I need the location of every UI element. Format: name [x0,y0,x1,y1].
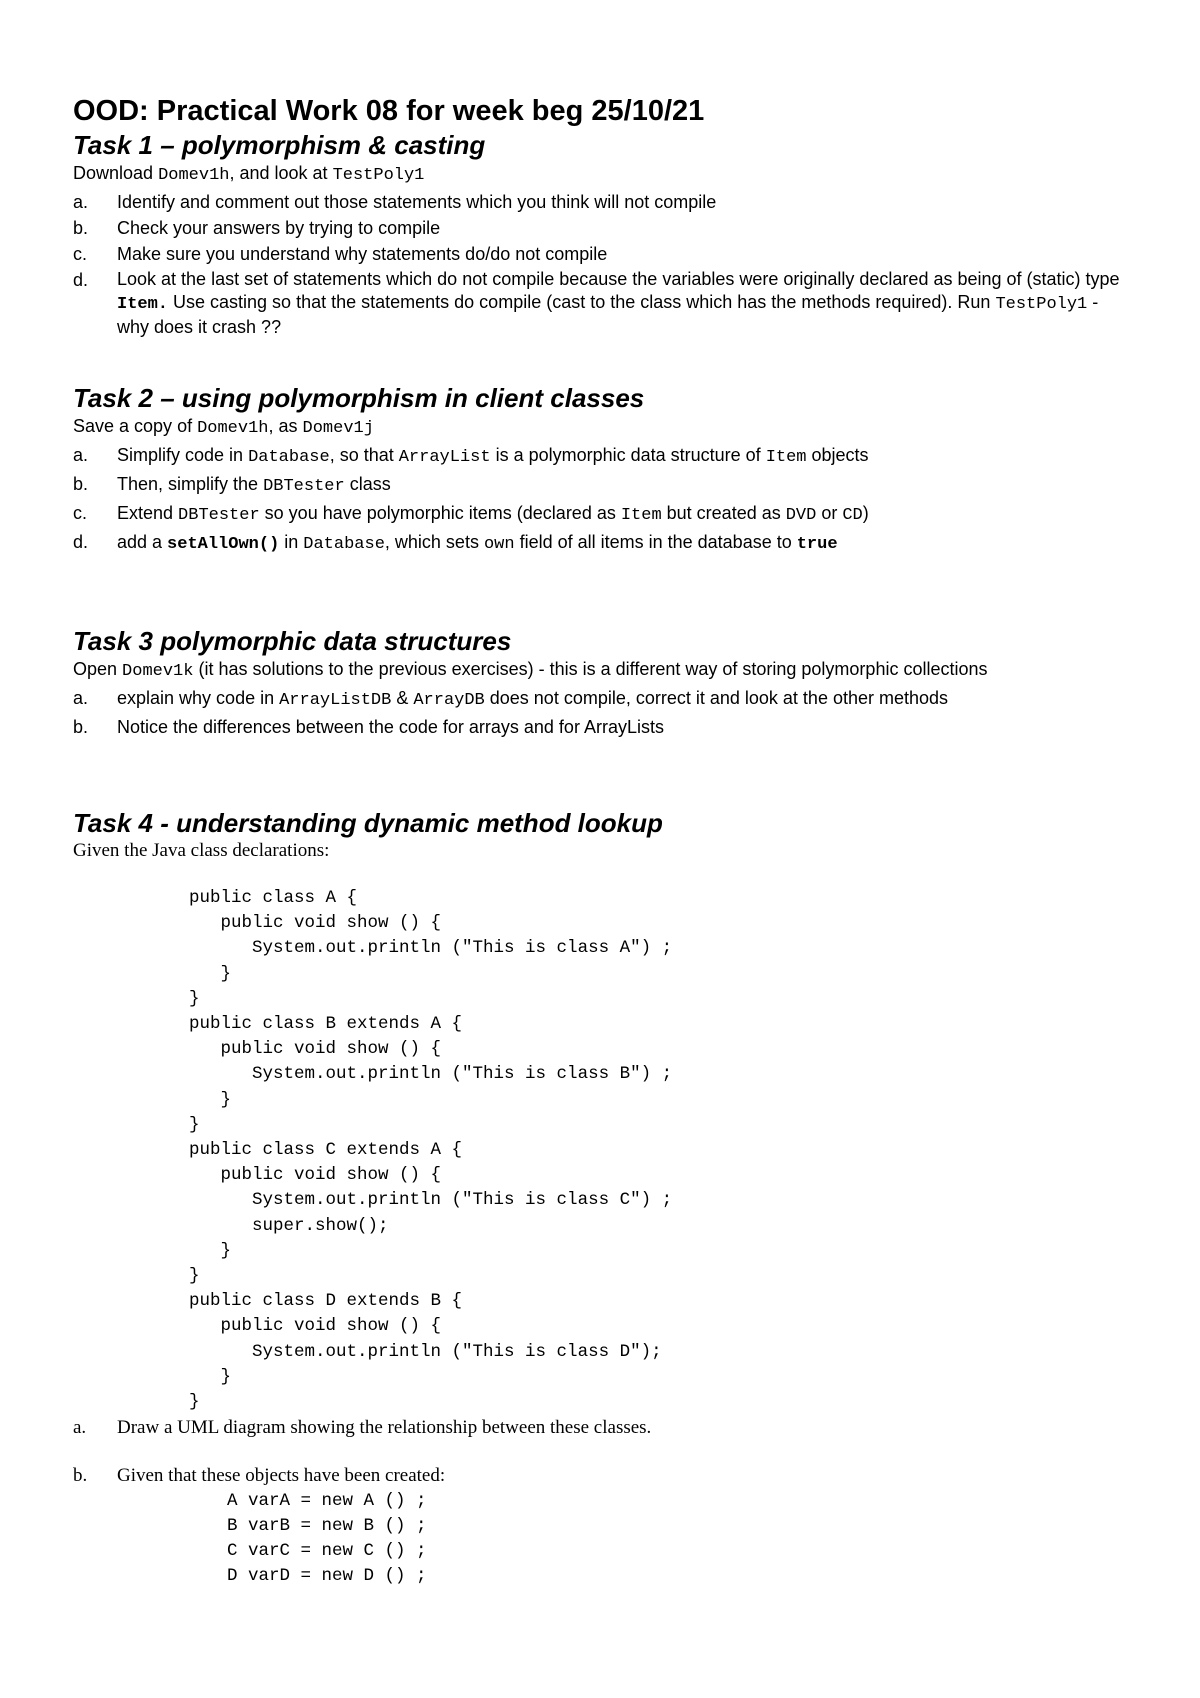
code-line: } [189,963,232,984]
code-line: System.out.println ("This is class C") ; [189,1190,673,1211]
task-2-item-d: d. add a setAllOwn() in Database, which sets own field of all items in the database to true [73,532,838,554]
task-3-heading: Task 3 polymorphic data structures [73,626,512,656]
code-line: public void show () { [189,1039,442,1060]
code-line: System.out.println ("This is class A") ; [189,938,673,959]
code-line: public class D extends B { [189,1291,463,1312]
code-line: } [189,1266,200,1287]
task-1-section [73,130,1133,339]
task-3-list [73,685,1133,740]
task-4-section [73,808,1133,1589]
task-3-item-b: b. Notice the differences between the code for arrays and for ArrayLists [73,717,664,737]
code-line: public void show () { [189,913,442,934]
code-line: C varC = new C () ; [227,1541,427,1562]
task-3-section [73,626,1133,740]
object-creation-code [227,1489,1133,1589]
code-line: public class C extends A { [189,1140,463,1161]
code-line: } [189,988,200,1009]
code-line: B varB = new B () ; [227,1516,427,1537]
task-4-intro: Given the Java class declarations: [73,840,330,861]
code-line: public class B extends A { [189,1014,463,1035]
code-line: public void show () { [189,1316,442,1337]
task-2-heading: Task 2 – using polymorphism in client classes [73,383,645,413]
task-2-section [73,383,1133,558]
task-4-heading: Task 4 - understanding dynamic method lookup [73,808,663,838]
task-4-item-b: b. Given that these objects have been created: [73,1465,446,1487]
code-line: } [189,1114,200,1135]
task-2-list [73,442,1133,558]
code-line: } [189,1366,232,1387]
task-3-intro: Open Domev1k (it has solutions to the previous exercises) - this is a different way of storing polymorphic collections [73,659,988,681]
task-1-item-d: d. Look at the last set of statements which do not compile because the variables were originally declared as being of (static) type Item. Use casting so that the statements do compile (cast to the class which has the methods required). Run TestPoly1 - why does it crash ?? [73,269,1120,337]
task-1-item-b: b. Check your answers by trying to compile [73,218,441,238]
code-line: D varD = new D () ; [227,1566,427,1587]
code-line: public void show () { [189,1165,442,1186]
task-3-item-a: a. explain why code in ArrayListDB & ArrayDB does not compile, correct it and look at the other methods [73,688,949,710]
task-4-item-a: a. Draw a UML diagram showing the relationship between these classes. [73,1417,652,1439]
code-line: public class A { [189,888,358,908]
task-2-item-b: b. Then, simplify the DBTester class [73,474,391,496]
code-line: System.out.println ("This is class B") ; [189,1064,673,1085]
code-line: } [189,1089,232,1110]
task-1-list [73,189,1133,339]
task-2-item-a: a. Simplify code in Database, so that ArrayList is a polymorphic data structure of Item objects [73,445,869,467]
document-page [73,94,1133,1589]
task-4-list [73,1415,1133,1489]
task-1-item-c: c. Make sure you understand why statements do/do not compile [73,244,608,264]
task-1-item-a: a. Identify and comment out those statements which you think will not compile [73,192,717,212]
code-line: A varA = new A () ; [227,1491,427,1512]
code-line: super.show(); [189,1215,389,1236]
task-1-heading: Task 1 – polymorphism & casting [73,130,486,160]
page-title: OOD: Practical Work 08 for week beg 25/10/21 [73,95,705,127]
task-1-intro: Download Domev1h, and look at TestPoly1 [73,163,425,185]
task-2-intro: Save a copy of Domev1h, as Domev1j [73,416,374,438]
code-line: System.out.println ("This is class D"); [189,1341,662,1362]
java-code-block [189,886,1133,1415]
task-2-item-c: c. Extend DBTester so you have polymorphic items (declared as Item but created as DVD or CD) [73,503,869,525]
code-line: } [189,1240,232,1261]
code-line: } [189,1392,200,1413]
